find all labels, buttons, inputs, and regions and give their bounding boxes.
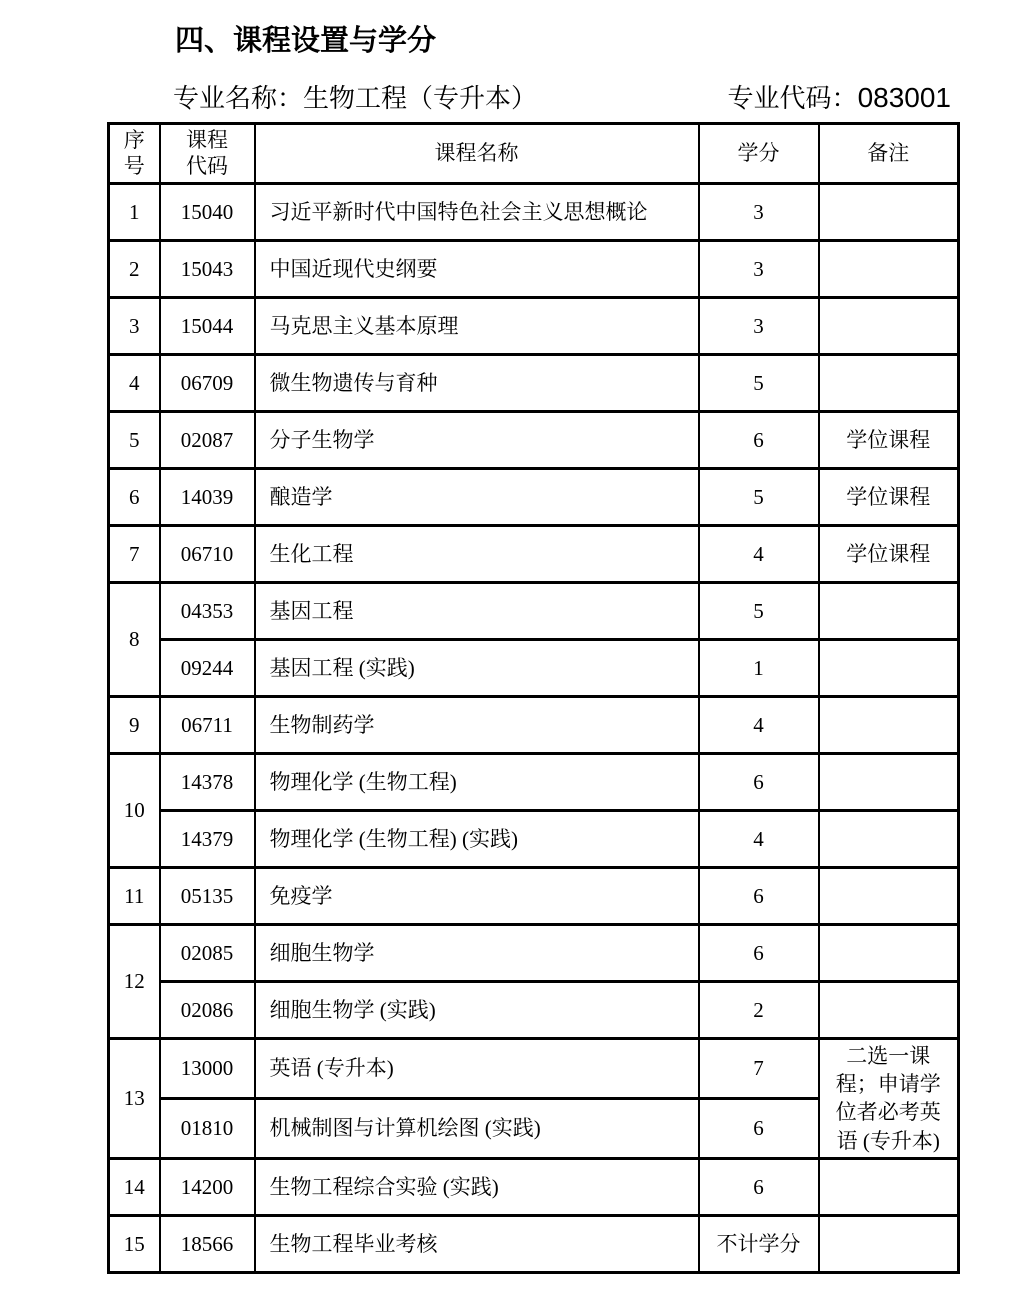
- code-cell: 02085: [160, 924, 255, 981]
- remark-cell: [819, 582, 959, 639]
- name-cell: 英语 (专升本): [255, 1038, 699, 1098]
- code-cell: 18566: [160, 1216, 255, 1273]
- code-cell: 01810: [160, 1098, 255, 1158]
- header-code: 课程 代码: [160, 124, 255, 184]
- credits-cell: 5: [699, 582, 819, 639]
- name-cell: 微生物遗传与育种: [255, 354, 699, 411]
- credits-cell: 5: [699, 354, 819, 411]
- table-row: [109, 1159, 959, 1216]
- remark-cell: [819, 753, 959, 810]
- remark-cell: [819, 696, 959, 753]
- no-cell: 5: [109, 411, 160, 468]
- remark-cell: [819, 810, 959, 867]
- no-cell: 10: [109, 753, 160, 867]
- name-cell: 物理化学 (生物工程) (实践): [255, 810, 699, 867]
- name-cell: 马克思主义基本原理: [255, 297, 699, 354]
- remark-cell: [819, 1159, 959, 1216]
- table-row: [109, 1038, 959, 1098]
- name-cell: 生物制药学: [255, 696, 699, 753]
- code-cell: 05135: [160, 867, 255, 924]
- credits-cell: 6: [699, 411, 819, 468]
- code-cell: 04353: [160, 582, 255, 639]
- no-cell: 9: [109, 696, 160, 753]
- no-cell: 13: [109, 1038, 160, 1158]
- remark-cell: 学位课程: [819, 411, 959, 468]
- no-cell: 2: [109, 240, 160, 297]
- credits-cell: 2: [699, 981, 819, 1038]
- table-row: [109, 411, 959, 468]
- remark-cell: [819, 354, 959, 411]
- name-cell: 物理化学 (生物工程): [255, 753, 699, 810]
- remark-cell: [819, 240, 959, 297]
- code-cell: 09244: [160, 639, 255, 696]
- name-cell: 分子生物学: [255, 411, 699, 468]
- name-cell: 生化工程: [255, 525, 699, 582]
- no-cell: 7: [109, 525, 160, 582]
- code-cell: 15044: [160, 297, 255, 354]
- no-cell: 11: [109, 867, 160, 924]
- no-cell: 8: [109, 582, 160, 696]
- credits-cell: 5: [699, 468, 819, 525]
- remark-cell: [819, 297, 959, 354]
- major-info-line: [107, 80, 955, 116]
- credits-cell: 3: [699, 240, 819, 297]
- credits-cell: 6: [699, 1098, 819, 1158]
- table-row: [109, 468, 959, 525]
- code-cell: 13000: [160, 1038, 255, 1098]
- name-cell: 基因工程 (实践): [255, 639, 699, 696]
- code-cell: 06710: [160, 525, 255, 582]
- header-credits: 学分: [699, 124, 819, 184]
- name-cell: 细胞生物学 (实践): [255, 981, 699, 1038]
- credits-cell: 6: [699, 867, 819, 924]
- table-row: [109, 582, 959, 639]
- credits-cell: 不计学分: [699, 1216, 819, 1273]
- name-cell: 基因工程: [255, 582, 699, 639]
- name-cell: 酿造学: [255, 468, 699, 525]
- remark-cell: 学位课程: [819, 525, 959, 582]
- credits-cell: 4: [699, 810, 819, 867]
- table-row: [109, 183, 959, 240]
- remark-cell: [819, 639, 959, 696]
- header-name: 课程名称: [255, 124, 699, 184]
- no-cell: 1: [109, 183, 160, 240]
- code-cell: 02086: [160, 981, 255, 1038]
- table-row: [109, 639, 959, 696]
- no-cell: 14: [109, 1159, 160, 1216]
- table-row: [109, 867, 959, 924]
- code-cell: 15040: [160, 183, 255, 240]
- header-remark: 备注: [819, 124, 959, 184]
- code-cell: 06711: [160, 696, 255, 753]
- credits-cell: 1: [699, 639, 819, 696]
- name-cell: 习近平新时代中国特色社会主义思想概论: [255, 183, 699, 240]
- remark-cell: [819, 867, 959, 924]
- table-row: [109, 810, 959, 867]
- code-cell: 14039: [160, 468, 255, 525]
- code-cell: 15043: [160, 240, 255, 297]
- table-row: [109, 1216, 959, 1273]
- section-title: 四、课程设置与学分: [175, 25, 437, 57]
- credits-cell: 3: [699, 183, 819, 240]
- no-cell: 3: [109, 297, 160, 354]
- no-cell: 4: [109, 354, 160, 411]
- table-row: [109, 240, 959, 297]
- major-code-label: 专业代码：: [727, 83, 858, 113]
- credits-cell: 4: [699, 525, 819, 582]
- name-cell: 中国近现代史纲要: [255, 240, 699, 297]
- no-cell: 12: [109, 924, 160, 1038]
- header-row: [109, 124, 959, 184]
- code-cell: 14378: [160, 753, 255, 810]
- table-row: [109, 753, 959, 810]
- code-cell: 02087: [160, 411, 255, 468]
- credits-cell: 6: [699, 924, 819, 981]
- credits-cell: 7: [699, 1038, 819, 1098]
- remark-cell: [819, 1216, 959, 1273]
- remark-cell: [819, 183, 959, 240]
- table-row: [109, 525, 959, 582]
- major-name: 专业名称：生物工程（专升本）: [173, 84, 538, 114]
- table-row: [109, 297, 959, 354]
- code-cell: 14379: [160, 810, 255, 867]
- remark-cell: [819, 981, 959, 1038]
- code-cell: 14200: [160, 1159, 255, 1216]
- table-row: [109, 924, 959, 981]
- credits-cell: 6: [699, 1159, 819, 1216]
- remark-cell: 二选一课程；申请学位者必考英语 (专升本): [819, 1038, 959, 1158]
- name-cell: 免疫学: [255, 867, 699, 924]
- no-cell: 15: [109, 1216, 160, 1273]
- name-cell: 细胞生物学: [255, 924, 699, 981]
- table-row: [109, 354, 959, 411]
- course-table: [107, 122, 960, 1274]
- name-cell: 机械制图与计算机绘图 (实践): [255, 1098, 699, 1158]
- table-row: [109, 696, 959, 753]
- name-cell: 生物工程综合实验 (实践): [255, 1159, 699, 1216]
- table-row: [109, 981, 959, 1038]
- major-code: [728, 80, 951, 116]
- name-cell: 生物工程毕业考核: [255, 1216, 699, 1273]
- no-cell: 6: [109, 468, 160, 525]
- credits-cell: 6: [699, 753, 819, 810]
- code-cell: 06709: [160, 354, 255, 411]
- credits-cell: 3: [699, 297, 819, 354]
- credits-cell: 4: [699, 696, 819, 753]
- major-code-value: 083001: [857, 81, 951, 113]
- remark-cell: 学位课程: [819, 468, 959, 525]
- remark-cell: [819, 924, 959, 981]
- header-no: 序 号: [109, 124, 160, 184]
